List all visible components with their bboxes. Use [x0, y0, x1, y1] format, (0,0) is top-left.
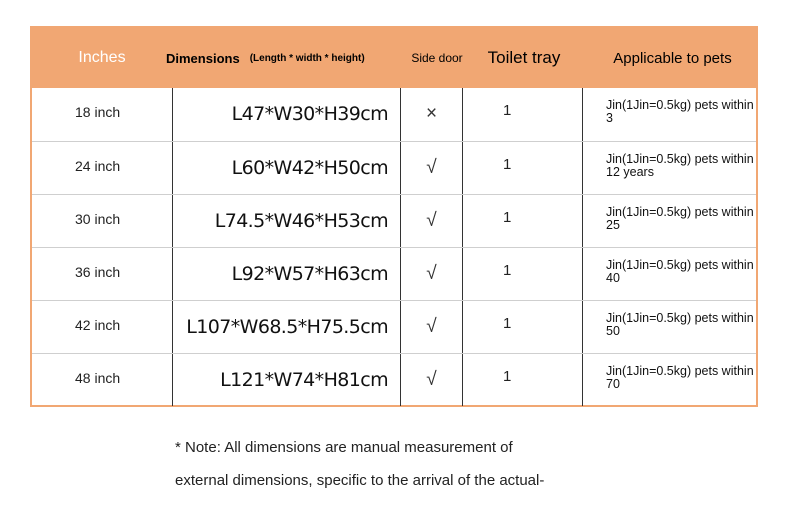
toilet-tray-cell: [463, 248, 583, 300]
pets-description: Jin(1Jin=0.5kg) pets within 40: [606, 258, 754, 285]
pets-cell: [583, 248, 758, 300]
table-header: [32, 28, 756, 88]
size-label: 36 inch: [75, 264, 121, 280]
side-door-cell: [401, 354, 463, 406]
check-icon: √: [426, 263, 437, 284]
check-icon: √: [426, 316, 437, 337]
table-row: [32, 353, 756, 406]
size-cell: [32, 142, 172, 194]
size-cell: [32, 88, 172, 141]
pets-description: Jin(1Jin=0.5kg) pets within 12 years: [606, 152, 754, 179]
table-body: [32, 88, 756, 406]
table-row: [32, 247, 756, 300]
size-label: 18 inch: [75, 104, 121, 120]
dimensions-cell: [172, 142, 401, 194]
size-cell: [32, 195, 172, 247]
header-toilet-tray: Toilet tray: [487, 48, 561, 67]
dimensions-value: L74.5*W46*H53cm: [214, 210, 388, 232]
dimensions-cell: [172, 248, 401, 300]
cross-icon: ×: [425, 103, 438, 124]
size-label: 30 inch: [75, 211, 121, 227]
size-cell: [32, 354, 172, 406]
dimensions-value: L107*W68.5*H75.5cm: [186, 316, 388, 338]
table-row: [32, 88, 756, 141]
side-door-cell: [401, 248, 463, 300]
side-door-cell: [401, 88, 463, 141]
dimensions-cell: [172, 88, 401, 141]
tray-count: 1: [503, 262, 512, 279]
pets-description: Jin(1Jin=0.5kg) pets within 70: [606, 364, 754, 391]
header-dimensions-label: Dimensions: [166, 50, 240, 66]
dimensions-value: L121*W74*H81cm: [220, 369, 388, 391]
tray-count: 1: [503, 209, 512, 226]
size-cell: [32, 301, 172, 353]
size-cell: [32, 248, 172, 300]
check-icon: √: [426, 369, 437, 390]
toilet-tray-cell: [463, 301, 583, 353]
pets-description: Jin(1Jin=0.5kg) pets within 25: [606, 205, 754, 232]
header-side-door: Side door: [411, 51, 463, 65]
note-line-1: * Note: All dimensions are manual measurement of: [175, 439, 513, 456]
table-row: [32, 194, 756, 247]
tray-count: 1: [503, 102, 512, 119]
size-label: 48 inch: [75, 370, 121, 386]
header-applicable-pets: Applicable to pets: [613, 49, 732, 67]
dimensions-cell: [172, 354, 401, 406]
size-label: 42 inch: [75, 317, 121, 333]
toilet-tray-cell: [463, 195, 583, 247]
pets-cell: [583, 195, 758, 247]
dimensions-value: L47*W30*H39cm: [231, 103, 388, 125]
header-inches: Inches: [78, 49, 126, 66]
toilet-tray-cell: [463, 142, 583, 194]
check-icon: √: [426, 210, 437, 231]
toilet-tray-cell: [463, 88, 583, 141]
size-table: [30, 26, 758, 407]
check-icon: √: [426, 157, 437, 178]
dimensions-cell: [172, 195, 401, 247]
side-door-cell: [401, 195, 463, 247]
side-door-cell: [401, 301, 463, 353]
header-dimensions-note: (Length * width * height): [249, 52, 365, 64]
toilet-tray-cell: [463, 354, 583, 406]
pets-cell: [583, 301, 758, 353]
tray-count: 1: [503, 368, 512, 385]
dimensions-value: L60*W42*H50cm: [231, 157, 388, 179]
note-line-2: external dimensions, specific to the arrival of the actual-: [175, 472, 545, 489]
header-dimensions: [166, 28, 406, 88]
pets-cell: [583, 142, 758, 194]
pets-description: Jin(1Jin=0.5kg) pets within 3: [606, 98, 754, 125]
tray-count: 1: [503, 315, 512, 332]
dimensions-cell: [172, 301, 401, 353]
pets-cell: [583, 354, 758, 406]
dimensions-value: L92*W57*H63cm: [231, 263, 388, 285]
table-row: [32, 300, 756, 353]
size-label: 24 inch: [75, 158, 121, 174]
pets-description: Jin(1Jin=0.5kg) pets within 50: [606, 311, 754, 338]
tray-count: 1: [503, 156, 512, 173]
side-door-cell: [401, 142, 463, 194]
table-row: [32, 141, 756, 194]
pets-cell: [583, 88, 758, 141]
